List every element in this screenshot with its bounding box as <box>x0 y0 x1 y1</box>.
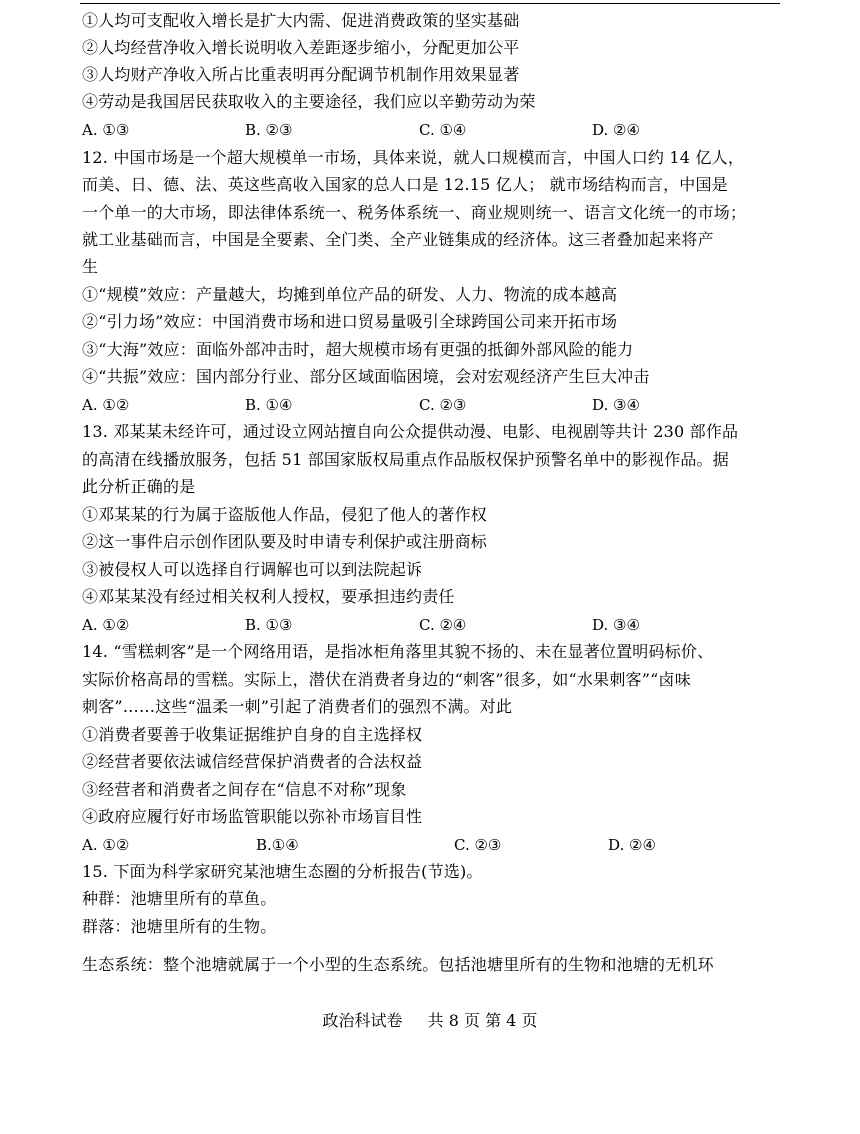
q11-option-c: C. ①④ <box>419 121 467 139</box>
q13-options <box>82 614 782 636</box>
q13-stem-line-3: 此分析正确的是 <box>82 477 196 496</box>
q13-stem-line-2: 的高清在线播放服务，包括 51 部国家版权局重点作品版权保护预警名单中的影视作品。据 <box>82 450 729 469</box>
q14-option-d: D. ②④ <box>608 836 656 854</box>
q14-item-2: ②经营者要依法诚信经营保护消费者的合法权益 <box>82 752 423 771</box>
q12-option-a: A. ①② <box>82 396 130 414</box>
q12-stem-line-3: 一个单一的大市场，即法律体系统一、税务体系统一、商业规则统一、语言文化统一的市场； <box>82 203 747 222</box>
q14-item-3: ③经营者和消费者之间存在“信息不对称”现象 <box>82 780 407 799</box>
q14-item-4: ④政府应履行好市场监管职能以弥补市场盲目性 <box>82 807 423 826</box>
q12-options <box>82 394 782 416</box>
header-rule <box>80 3 780 4</box>
q12-option-c: C. ②③ <box>419 396 467 414</box>
page-footer <box>0 1010 860 1032</box>
q14-options <box>82 834 782 856</box>
q12-stem-line-1: 12. 中国市场是一个超大规模单一市场，具体来说，就人口规模而言，中国人口约 14 亿人， <box>82 148 745 167</box>
q11-item-4: ④劳动是我国居民获取收入的主要途径，我们应以辛勤劳动为荣 <box>82 92 536 111</box>
q12-option-d: D. ③④ <box>592 396 640 414</box>
q13-option-c: C. ②④ <box>419 616 467 634</box>
q12-stem-line-2: 而美、日、德、法、英这些高收入国家的总人口是 12.15 亿人； 就市场结构而言，中国是 <box>82 175 728 194</box>
q11-options <box>82 119 782 141</box>
q13-item-3: ③被侵权人可以选择自行调解也可以到法院起诉 <box>82 560 423 579</box>
q14-item-1: ①消费者要善于收集证据维护自身的自主选择权 <box>82 725 423 744</box>
q13-stem-line-1: 13. 邓某某未经许可，通过设立网站擅自向公众提供动漫、电影、电视剧等共计 230 部作品 <box>82 422 739 441</box>
q12-option-b: B. ①④ <box>245 396 293 414</box>
footer-subject: 政治科试卷 <box>322 1011 403 1030</box>
q14-stem-line-3: 刺客”……这些“温柔一刺”引起了消费者们的强烈不满。对此 <box>82 697 513 716</box>
q11-item-2: ②人均经营净收入增长说明收入差距逐步缩小，分配更加公平 <box>82 38 520 57</box>
q13-option-a: A. ①② <box>82 616 130 634</box>
q15-ecosystem-line: 生态系统：整个池塘就属于一个小型的生态系统。包括池塘里所有的生物和池塘的无机环 <box>82 955 714 974</box>
q11-option-a: A. ①③ <box>82 121 130 139</box>
q13-option-b: B. ①③ <box>245 616 293 634</box>
q12-stem-line-4: 就工业基础而言，中国是全要素、全门类、全产业链集成的经济体。这三者叠加起来将产 <box>82 230 714 249</box>
q15-stem-line-1: 15. 下面为科学家研究某池塘生态圈的分析报告(节选)。 <box>82 862 483 881</box>
q12-stem-line-5: 生 <box>82 257 99 276</box>
q11-option-d: D. ②④ <box>592 121 640 139</box>
q15-community-line: 群落：池塘里所有的生物。 <box>82 917 277 936</box>
q12-item-2: ②“引力场”效应：中国消费市场和进口贸易量吸引全球跨国公司来开拓市场 <box>82 312 618 331</box>
q14-option-c: C. ②③ <box>454 836 502 854</box>
q13-item-2: ②这一事件启示创作团队要及时申请专利保护或注册商标 <box>82 532 488 551</box>
q14-stem-line-2: 实际价格高昂的雪糕。实际上，潜伏在消费者身边的“刺客”很多，如“水果刺客”“卤味 <box>82 670 691 689</box>
q12-item-4: ④“共振”效应：国内部分行业、部分区域面临困境，会对宏观经济产生巨大冲击 <box>82 367 650 386</box>
q14-option-a: A. ①② <box>82 836 130 854</box>
q13-option-d: D. ③④ <box>592 616 640 634</box>
q11-item-3: ③人均财产净收入所占比重表明再分配调节机制作用效果显著 <box>82 65 520 84</box>
q13-item-1: ①邓某某的行为属于盗版他人作品，侵犯了他人的著作权 <box>82 505 488 524</box>
q14-stem-line-1: 14. “雪糕刺客”是一个网络用语，是指冰柜角落里其貌不扬的、未在显著位置明码标价、 <box>82 642 714 661</box>
q12-item-1: ①“规模”效应：产量越大，均摊到单位产品的研发、人力、物流的成本越高 <box>82 285 618 304</box>
footer-page-count: 共 8 页 第 4 页 <box>427 1011 538 1030</box>
q11-option-b: B. ②③ <box>245 121 293 139</box>
q13-item-4: ④邓某某没有经过相关权利人授权，要承担违约责任 <box>82 587 455 606</box>
q12-item-3: ③“大海”效应：面临外部冲击时，超大规模市场有更强的抵御外部风险的能力 <box>82 340 634 359</box>
q15-population-line: 种群：池塘里所有的草鱼。 <box>82 889 277 908</box>
q11-item-1: ①人均可支配收入增长是扩大内需、促进消费政策的坚实基础 <box>82 11 520 30</box>
q14-option-b: B.①④ <box>256 836 299 854</box>
